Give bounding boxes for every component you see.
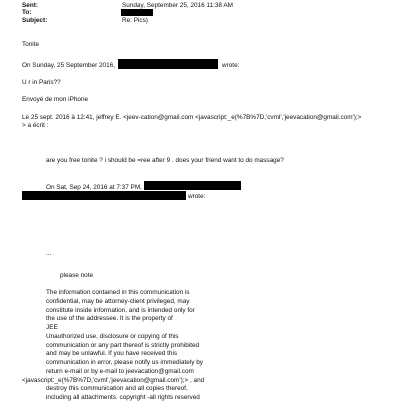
line-aecrit: > a écrit :: [22, 122, 49, 129]
disclaimer-line: The information contained in this communication is: [46, 289, 190, 296]
subject-value: Re: Pics): [122, 17, 148, 24]
line-envoye: Envoyé de mon iPhone: [22, 96, 89, 103]
redaction-to: [121, 9, 153, 16]
disclaimer-line: JEE: [46, 324, 58, 332]
line-tonite: are you free tonite ? i should be =ree after 9 . does your friend want to do massage?: [46, 157, 284, 164]
disclaimer-line: constitute inside information, and is intended only for: [46, 306, 195, 314]
disclaimer-line: the use of the addressee. It is the property of: [46, 315, 173, 323]
sent-value: Sunday, September 25, 2016 11:38 AM: [122, 2, 233, 9]
ellipsis: ...: [46, 250, 52, 257]
disclaimer-line: <javascript:_e(%7B%7D,'cvml','jeevacation@gmail.com');> , and: [22, 376, 205, 384]
disclaimer-line: communication in error, please notify us immediately by: [46, 359, 203, 367]
subject-label: Subject:: [22, 17, 48, 24]
redaction-quote2-a: [144, 181, 241, 190]
reply-text: Tonite: [22, 41, 40, 48]
disclaimer-line: return e-mail or by e-mail to jeevacation@gmail.com: [46, 367, 194, 375]
line-le25: Le 25 sept. 2016 à 12:41, jeffrey E. <jeev-cation@gmail.com <javascript:_e(%7B%7D,'cvml','jeevacation@gmail.com');>: [22, 114, 362, 121]
to-label: To:: [22, 9, 32, 16]
line-paris: U r in Paris??: [22, 79, 61, 86]
disclaimer-block: [22, 289, 256, 403]
quote2-suffix: wrote:: [188, 193, 206, 200]
redaction-quote2-b: [22, 191, 186, 200]
sent-label: Sent:: [22, 2, 38, 9]
quote1-suffix: wrote:: [222, 62, 240, 69]
disclaimer-line: including all attachments. copyright -all rights reserved: [46, 394, 200, 402]
disclaimer-line: confidential, may be attorney-client privileged, may: [46, 297, 190, 305]
disclaimer-line: communication or any part thereof is strictly prohibited: [46, 341, 200, 349]
disclaimer-line: destroy this communication and all copies thereof,: [46, 385, 188, 393]
disclaimer-line: and may be unlawful. If you have received this: [46, 350, 178, 358]
disclaimer-line: Unauthorized use, disclosure or copying of this: [46, 332, 179, 340]
redaction-quote1: [118, 59, 218, 69]
please-note: please note: [60, 272, 94, 279]
quote1-prefix: On Sunday, 25 September 2016,: [22, 62, 115, 69]
quote2-prefix: On Sat, Sep 24, 2016 at 7:37 PM,: [46, 184, 142, 191]
